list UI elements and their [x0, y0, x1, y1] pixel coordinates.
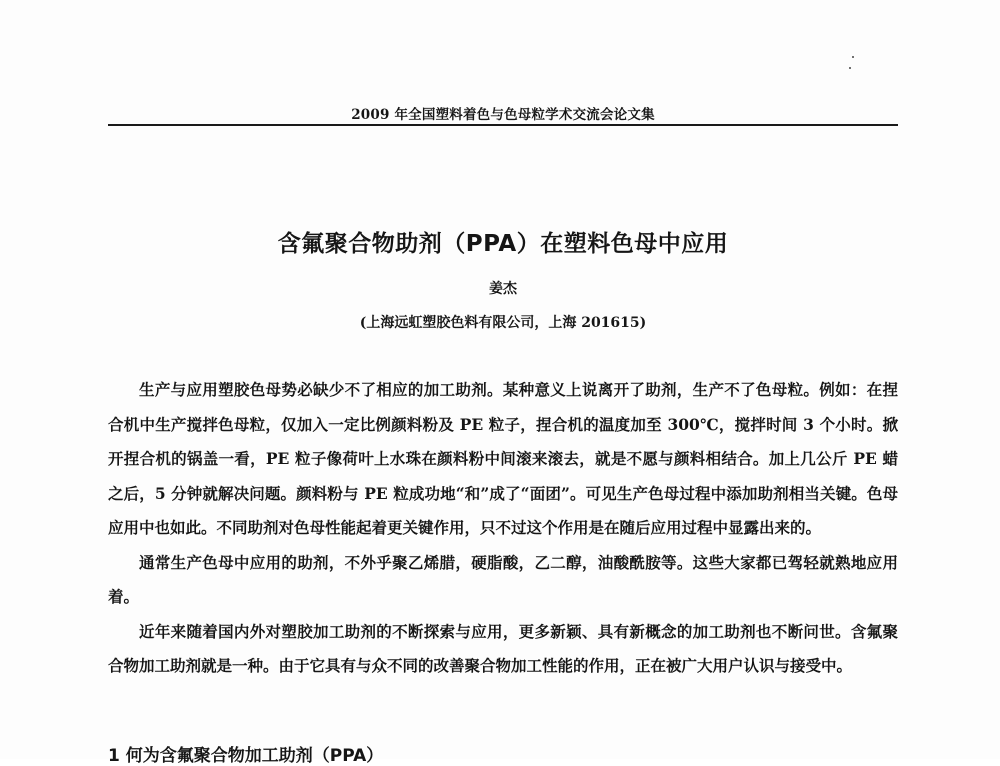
- section-heading: 1 何为含氟聚合物加工助剂（PPA）: [108, 746, 384, 766]
- scan-speck: [852, 56, 854, 58]
- body-paragraph: 近年来随着国内外对塑胶加工助剂的不断探索与应用，更多新颖、具有新概念的加工助剂也不断问世。含氟聚合物加工助剂就是一种。由于它具有与众不同的改善聚合物加工性能的作用，正在被广大用户认识与接受中。: [108, 621, 898, 675]
- author-affiliation: (上海远虹塑胶色料有限公司，上海 201615): [359, 315, 647, 331]
- body-paragraph: 生产与应用塑胶色母势必缺少不了相应的加工助剂。某种意义上说离开了助剂，生产不了色母粒。例如：在捏合机中生产搅拌色母粒，仅加入一定比例颜料粉及 PE 粒子，捏合机的温度加至 300℃，搅拌时间 3 个小时。掀开捏合机的锅盖一看，PE 粒子像荷叶上水珠在颜料粉中间滚来滚去，就是不愿与颜料相结合。加上几公斤 PE 蜡之后，5 分钟就解决问题。颜料粉与 PE 粒成功地“和”成了“面团”。可见生产色母过程中添加助剂相当关键。色母应用中也如此。不同助剂对色母性能起着更关键作用，只不过这个作用是在随后应用过程中显露出来的。: [108, 380, 898, 537]
- body-paragraph: 通常生产色母中应用的助剂，不外乎聚乙烯腊，硬脂酸，乙二醇，油酸酰胺等。这些大家都已驾轻就熟地应用着。: [108, 552, 898, 606]
- article-body: [108, 373, 898, 684]
- scan-speck: [849, 67, 851, 69]
- article-title: 含氟聚合物助剂（PPA）在塑料色母中应用: [277, 231, 729, 257]
- author-name: 姜杰: [489, 281, 517, 297]
- running-header: 2009 年全国塑料着色与色母粒学术交流会论文集: [351, 107, 655, 123]
- header-rule: [108, 124, 898, 126]
